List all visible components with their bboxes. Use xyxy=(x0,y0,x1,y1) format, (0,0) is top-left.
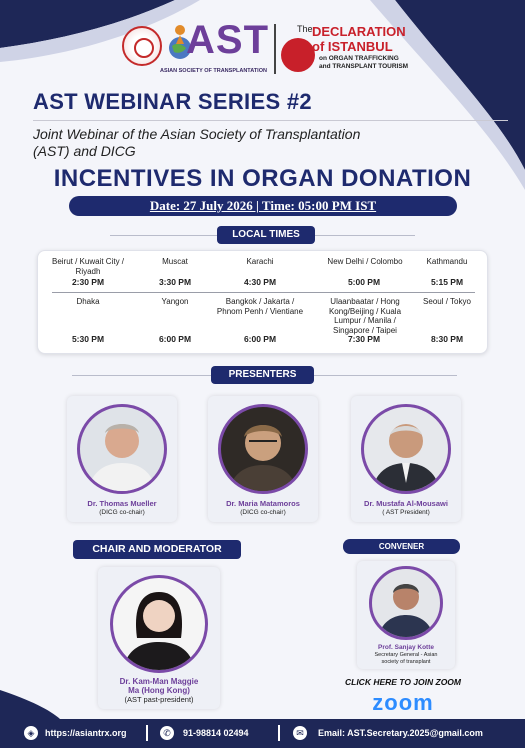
person-silhouette-icon xyxy=(80,407,164,491)
convener-label: CONVENER xyxy=(343,539,460,554)
zoom-join-link[interactable]: CLICK HERE TO JOIN ZOOM xyxy=(344,677,462,687)
presenter-photo xyxy=(218,404,308,494)
time-zone: Yangon xyxy=(161,297,189,306)
person-silhouette-icon xyxy=(372,569,440,637)
doi-line2: of ISTANBUL xyxy=(312,39,393,54)
convener-card xyxy=(357,561,455,669)
doi-line4: and TRANSPLANT TOURISM xyxy=(319,63,409,70)
time-zone: Kathmandu xyxy=(426,257,468,266)
convener-role-line2: society of transplant xyxy=(381,659,431,665)
chair-card xyxy=(98,567,220,709)
declaration-of-istanbul-logo xyxy=(281,24,411,80)
times-divider xyxy=(52,292,475,293)
website-link[interactable]: https://asiantrx.org xyxy=(45,728,127,738)
time-value: 5:00 PM xyxy=(347,277,381,287)
logo-divider xyxy=(274,24,276,74)
person-silhouette-icon xyxy=(221,407,305,491)
phone-icon: ✆ xyxy=(160,726,174,740)
presenter-name: Dr. Thomas Mueller xyxy=(87,499,157,508)
contact-footer xyxy=(0,719,525,748)
chair-photo xyxy=(110,575,208,673)
chair-name-line2: Ma (Hong Kong) xyxy=(128,686,190,695)
doi-line3: on ORGAN TRAFFICKING xyxy=(319,55,399,62)
footer-separator xyxy=(146,725,148,741)
doi-the: The xyxy=(297,24,313,34)
time-value: 3:30 PM xyxy=(158,277,192,287)
date-banner: Date: 27 July 2026 | Time: 05:00 PM IST xyxy=(69,196,457,216)
person-silhouette-icon xyxy=(113,578,205,670)
time-zone: Beirut / Kuwait City / Riyadh xyxy=(51,257,125,276)
presenter-role: ( AST President) xyxy=(382,509,430,516)
ast-emblem-icon xyxy=(122,26,162,66)
presenter-card xyxy=(351,396,461,522)
presenter-name: Dr. Maria Matamoros xyxy=(226,499,300,508)
time-zone: Dhaka xyxy=(76,297,100,306)
ast-logo xyxy=(122,20,270,78)
presenter-card xyxy=(67,396,177,522)
convener-photo xyxy=(369,566,443,640)
convener-name: Prof. Sanjay Kotte xyxy=(378,644,434,651)
presenter-name: Dr. Mustafa Al-Mousawi xyxy=(364,499,448,508)
ast-logo-subtitle: ASIAN SOCIETY OF TRANSPLANTATION xyxy=(160,68,267,74)
presenters-label: PRESENTERS xyxy=(211,366,314,384)
title-rule xyxy=(33,120,508,121)
person-silhouette-icon xyxy=(364,407,448,491)
local-times-label: LOCAL TIMES xyxy=(217,226,315,244)
footer-separator xyxy=(278,725,280,741)
time-zone: Seoul / Tokyo xyxy=(423,297,471,306)
time-zone: Muscat xyxy=(162,257,188,266)
series-title: AST WEBINAR SERIES #2 xyxy=(33,89,312,114)
time-value: 7:30 PM xyxy=(347,334,381,344)
subtitle: Joint Webinar of the Asian Society of Transplantation (AST) and DICG xyxy=(33,126,361,159)
time-value: 5:15 PM xyxy=(430,277,464,287)
chair-role: (AST past-president) xyxy=(124,695,194,704)
chair-label: CHAIR AND MODERATOR xyxy=(73,540,241,559)
red-globe-icon xyxy=(281,38,315,72)
zoom-logo[interactable]: zoom xyxy=(372,690,434,715)
presenter-card xyxy=(208,396,318,522)
time-value: 4:30 PM xyxy=(243,277,277,287)
time-zone: New Delhi / Colombo xyxy=(327,257,403,266)
phone-number[interactable]: 91-98814 02494 xyxy=(183,728,249,738)
globe-icon: ◈ xyxy=(24,726,38,740)
time-value: 6:00 PM xyxy=(243,334,277,344)
local-times-table xyxy=(37,250,488,354)
chair-name-line1: Dr. Kam-Man Maggie xyxy=(119,677,199,686)
time-zone: Karachi xyxy=(246,257,274,266)
presenter-photo xyxy=(77,404,167,494)
time-value: 6:00 PM xyxy=(158,334,192,344)
main-title: INCENTIVES IN ORGAN DONATION xyxy=(53,165,472,192)
time-zone: Ulaanbaatar / Hong Kong/Beijing / Kuala Lumpur / Manila / Singapore / Taipei xyxy=(328,297,402,335)
email-address[interactable]: Email: AST.Secretary.2025@gmail.com xyxy=(318,728,483,738)
time-value: 5:30 PM xyxy=(71,334,105,344)
presenter-photo xyxy=(361,404,451,494)
time-value: 2:30 PM xyxy=(71,277,105,287)
presenter-role: (DICG co-chair) xyxy=(99,509,145,516)
time-value: 8:30 PM xyxy=(430,334,464,344)
convener-role-line1: Secretary General - Asian xyxy=(374,652,438,658)
email-icon: ✉ xyxy=(293,726,307,740)
presenter-role: (DICG co-chair) xyxy=(240,509,286,516)
ast-logo-text: AST xyxy=(186,18,269,62)
time-zone: Bangkok / Jakarta / Phnom Penh / Vientiane xyxy=(216,297,304,316)
doi-line1: DECLARATION xyxy=(312,24,406,39)
